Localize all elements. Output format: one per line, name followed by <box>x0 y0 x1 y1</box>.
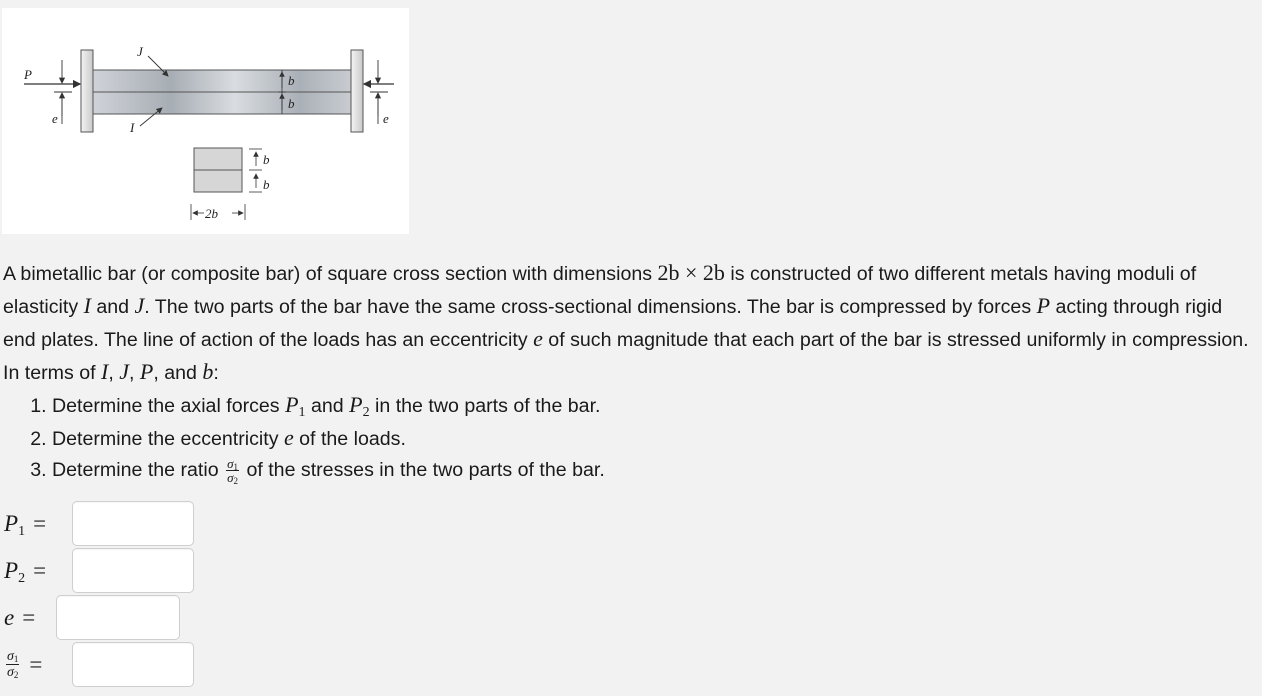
bimetallic-bar-diagram <box>2 8 409 234</box>
math-P: P <box>1036 293 1051 318</box>
answer-label-p2: $P_2$ = <box>4 557 47 586</box>
answer-label-p1: $P_1$ = <box>4 510 47 539</box>
math-e: e <box>533 326 543 351</box>
label-b-top: b <box>288 73 295 88</box>
problem-intro: A bimetallic bar (or composite bar) of square cross section with dimensions 2b × 2b is constructed of two different metals having moduli of elasticity I and J. The two parts of the bar have the same cross-sectional dimensions. The bar is compressed by forces P acting through rigid end plates. The line of action of the loads has an eccentricity e of such magnitude that each part of the bar is stressed uniformly in compression. In terms of I, J, P, and b: <box>3 260 1249 384</box>
answer-label-e: e = <box>4 604 36 630</box>
math-dim-a: 2b <box>657 260 680 285</box>
step-2: 2. Determine the eccentricity e of the loads. <box>52 422 1258 455</box>
cross-section-bottom <box>194 170 242 192</box>
math-I: I <box>83 293 91 318</box>
math-dim-b: 2b <box>702 260 725 285</box>
label-e-left: e <box>52 111 58 126</box>
math-J: J <box>134 293 145 318</box>
label-I: I <box>130 120 135 135</box>
problem-statement <box>3 257 1258 486</box>
answer-row-ratio <box>4 642 194 687</box>
answer-label-ratio: $\frac{\sigma_1}{\sigma_2}$ = <box>7 649 43 680</box>
p1-input[interactable] <box>72 501 194 546</box>
right-end-plate <box>351 50 363 132</box>
step-1: 1. Determine the axial forces $P_1$ and $P_2$ in the two parts of the bar. <box>52 389 1258 422</box>
label-J: J <box>137 44 143 59</box>
left-end-plate <box>81 50 93 132</box>
stress-ratio-input[interactable] <box>72 642 194 687</box>
cross-section-top <box>194 148 242 170</box>
label-P: P <box>24 67 32 82</box>
label-e-right: e <box>383 111 389 126</box>
label-cs-b-bottom: b <box>263 177 270 192</box>
steps-list <box>3 389 1258 486</box>
eccentricity-input[interactable] <box>56 595 180 640</box>
answer-row-e <box>4 595 180 640</box>
answer-ratio-fraction: $\frac{\sigma_1}{\sigma_2}$ <box>7 649 19 680</box>
bar-part-J <box>93 70 351 92</box>
figure <box>2 8 409 234</box>
answer-row-p1 <box>4 501 194 546</box>
p2-input[interactable] <box>72 548 194 593</box>
label-b-bottom: b <box>288 96 295 111</box>
answer-row-p2 <box>4 548 194 593</box>
label-width-2b: 2b <box>205 206 218 221</box>
stress-ratio-fraction: $\frac{\sigma_1}{\sigma_2}$ <box>227 456 238 487</box>
bar-part-I <box>93 92 351 114</box>
label-cs-b-top: b <box>263 152 270 167</box>
step-3: 3. Determine the ratio $\frac{\sigma_1}{\sigma_2}$ of the stresses in the two parts of the bar. <box>52 455 1258 486</box>
